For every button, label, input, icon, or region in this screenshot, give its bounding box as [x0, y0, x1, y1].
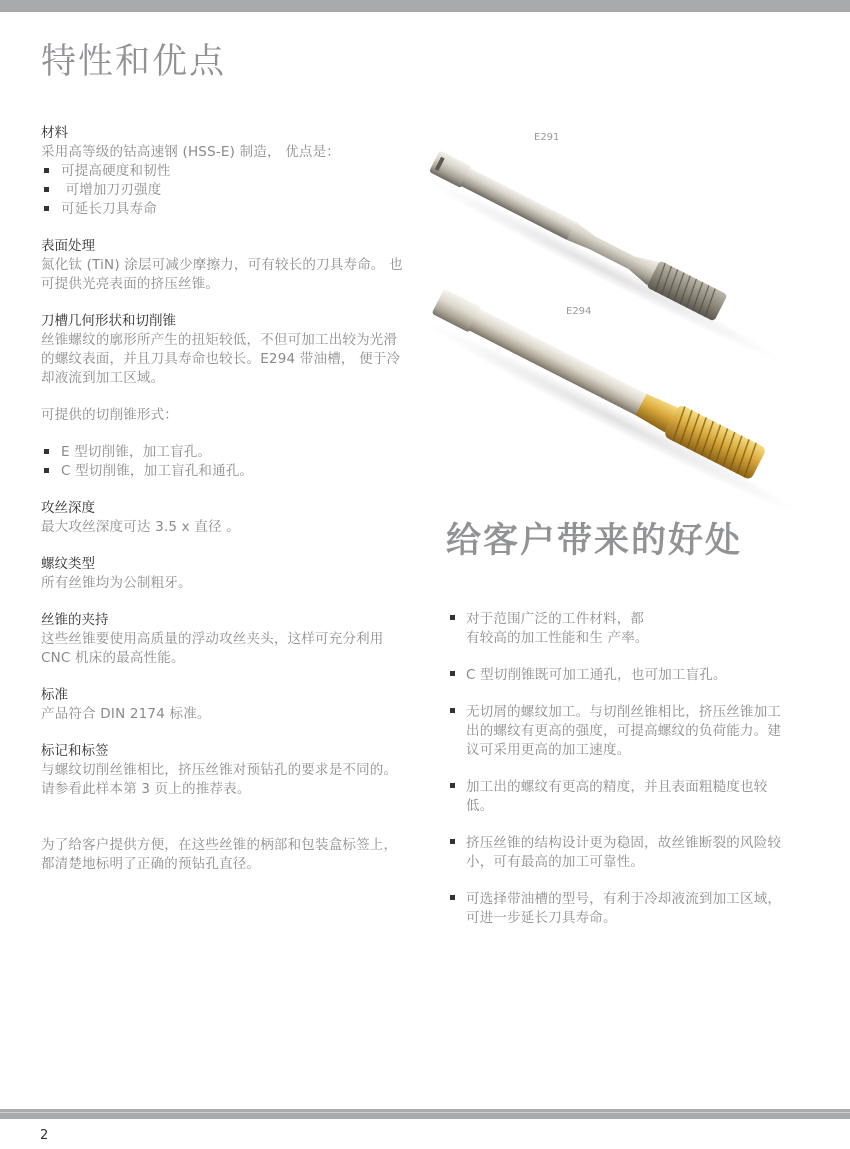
- marking-heading: 标记和标签: [41, 743, 109, 759]
- material-bullets: [41, 162, 407, 219]
- benefit-item: 对于范围广泛的工件材料，都 有较高的加工性能和生 产率。: [448, 610, 793, 648]
- geometry-bullets: [41, 443, 407, 481]
- page-title: 特性和优点: [41, 42, 227, 82]
- section-geometry: [41, 312, 407, 481]
- material-heading: 材料: [41, 125, 68, 141]
- section-marking: [41, 742, 407, 799]
- benefit-item: 可选择带油槽的型号，有利于冷却液流到加工区域， 可进一步延长刀具寿命。: [448, 890, 793, 928]
- depth-text: 最大攻丝深度可达 3.5 x 直径 。: [41, 519, 240, 535]
- section-surface: [41, 237, 407, 294]
- tap-illustrations: [420, 118, 850, 508]
- tap-e291-label: E291: [534, 132, 560, 143]
- geometry-bullet: E 型切削锥，加工盲孔。: [41, 443, 407, 462]
- benefits-title: 给客户带来的好处: [446, 521, 743, 561]
- surface-heading: 表面处理: [41, 238, 95, 254]
- section-holding: [41, 611, 407, 668]
- benefits-list: [448, 610, 793, 946]
- material-bullet: 可增加刀刃强度: [41, 181, 407, 200]
- bottom-bar: [0, 1109, 850, 1119]
- standard-heading: 标准: [41, 687, 68, 703]
- benefit-item: C 型切削锥既可加工通孔，也可加工盲孔。: [448, 666, 793, 685]
- product-images: [420, 118, 850, 508]
- marking-text: 与螺纹切削丝锥相比，挤压丝锥对预钻孔的要求是不同的。请参看此样本第 3 页上的推荐表。: [41, 762, 398, 797]
- tap-e294: [422, 285, 821, 508]
- geometry-text: 丝锥螺纹的廓形所产生的扭矩较低，不但可加工出较为光滑的螺纹表面，并且刀具寿命也较长。E294 带油槽， 便于冷却液流到加工区域。: [41, 332, 401, 386]
- top-bar: [0, 0, 850, 12]
- section-depth: [41, 499, 407, 537]
- section-standard: [41, 686, 407, 724]
- geometry-bullet: C 型切削锥，加工盲孔和通孔。: [41, 462, 407, 481]
- material-intro: 采用高等级的钴高速钢 (HSS-E) 制造， 优点是：: [41, 144, 340, 160]
- material-bullet: 可延长刀具寿命: [41, 200, 407, 219]
- holding-heading: 丝锥的夹持: [41, 612, 109, 628]
- section-material: [41, 124, 407, 219]
- depth-heading: 攻丝深度: [41, 500, 95, 516]
- features-column: [41, 124, 407, 892]
- tap-e291: [421, 149, 797, 370]
- holding-text: 这些丝锥要使用高质量的浮动攻丝夹头，这样可充分利用 CNC 机床的最高性能。: [41, 631, 384, 666]
- standard-text: 产品符合 DIN 2174 标准。: [41, 706, 211, 722]
- benefit-item: 挤压丝锥的结构设计更为稳固，故丝锥断裂的风险较 小，可有最高的加工可靠性。: [448, 834, 793, 872]
- benefit-item: 无切屑的螺纹加工。与切削丝锥相比，挤压丝锥加工 出的螺纹有更高的强度，可提高螺纹的负荷能力。建议可采用更高的加工速度。: [448, 703, 793, 760]
- surface-text: 氮化钛 (TiN) 涂层可减少摩擦力，可有较长的刀具寿命。 也可提供光亮表面的挤压丝锥。: [41, 257, 403, 292]
- geometry-forms-intro: 可提供的切削锥形式：: [41, 407, 178, 423]
- thread-heading: 螺纹类型: [41, 556, 95, 572]
- benefit-item: 加工出的螺纹有更高的精度，并且表面粗糙度也较低。: [448, 778, 793, 816]
- page-number: 2: [40, 1128, 49, 1143]
- tap-e294-label: E294: [566, 306, 592, 317]
- predrill-note: 为了给客户提供方便，在这些丝锥的柄部和包装盒标签上，都清楚地标明了正确的预钻孔直径。: [41, 837, 398, 872]
- thread-text: 所有丝锥均为公制粗牙。: [41, 575, 192, 591]
- section-thread: [41, 555, 407, 593]
- material-bullet: 可提高硬度和韧性: [41, 162, 407, 181]
- geometry-heading: 刀槽几何形状和切削锥: [41, 313, 176, 329]
